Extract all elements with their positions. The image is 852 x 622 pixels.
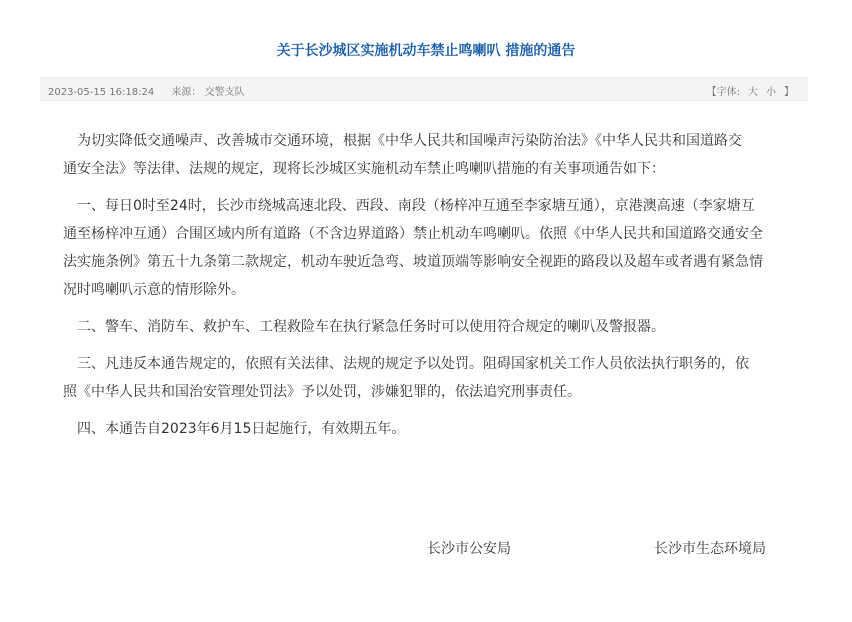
font-small-button[interactable]: 小 <box>766 87 776 98</box>
paragraph-line: 通安全法》等法律、法规的规定，现将长沙城区实施机动车禁止鸣喇叭措施的有关事项通告如下： <box>63 161 665 177</box>
font-size-label-open: 【字体: <box>706 87 740 98</box>
notice-body <box>63 127 803 452</box>
paragraph-item-2 <box>63 313 803 341</box>
paragraph-line: 照《中华人民共和国治安管理处罚法》予以处罚，涉嫌犯罪的，依法追究刑事责任。 <box>63 384 581 400</box>
font-size-label-close: 】 <box>784 87 794 98</box>
paragraph-intro <box>63 127 803 183</box>
paragraph-line: 况时鸣喇叭示意的情形除外。 <box>63 282 245 298</box>
signature-eco-environment: 长沙市生态环境局 <box>654 541 766 557</box>
source-label: 来源： 交警支队 <box>171 87 245 98</box>
signature-public-security: 长沙市公安局 <box>427 541 511 557</box>
meta-info <box>48 83 259 98</box>
paragraph-line: 四、本通告自2023年6月15日起施行，有效期五年。 <box>77 421 406 437</box>
paragraph-line: 一、每日0时至24时，长沙市绕城高速北段、西段、南段（杨梓冲互通至李家塘互通），京港澳高速（李家塘互 <box>77 198 755 214</box>
paragraph-line: 三、凡违反本通告规定的，依照有关法律、法规的规定予以处罚。阻碍国家机关工作人员依法执行职务的，依 <box>77 356 749 372</box>
font-large-button[interactable]: 大 <box>748 87 758 98</box>
publish-datetime: 2023-05-15 16:18:24 <box>48 87 155 98</box>
article-meta-bar <box>40 77 808 101</box>
paragraph-item-1 <box>63 192 803 304</box>
paragraph-item-4 <box>63 415 803 443</box>
paragraph-line: 二、警车、消防车、救护车、工程救险车在执行紧急任务时可以使用符合规定的喇叭及警报器。 <box>77 319 665 335</box>
font-size-control <box>703 83 798 98</box>
paragraph-line: 通至杨梓冲互通）合围区域内所有道路（不含边界道路）禁止机动车鸣喇叭。依照《中华人民共和国道路交通安全 <box>63 226 763 242</box>
paragraph-line: 法实施条例》第五十九条第二款规定，机动车驶近急弯、坡道顶端等影响安全视距的路段以及超车或者遇有紧急情 <box>63 254 763 270</box>
paragraph-line: 为切实降低交通噪声、改善城市交通环境，根据《中华人民共和国噪声污染防治法》《中华人民共和国道路交 <box>77 133 742 149</box>
paragraph-item-3 <box>63 350 803 406</box>
page-title: 关于长沙城区实施机动车禁止鸣喇叭 措施的通告 <box>276 43 576 59</box>
